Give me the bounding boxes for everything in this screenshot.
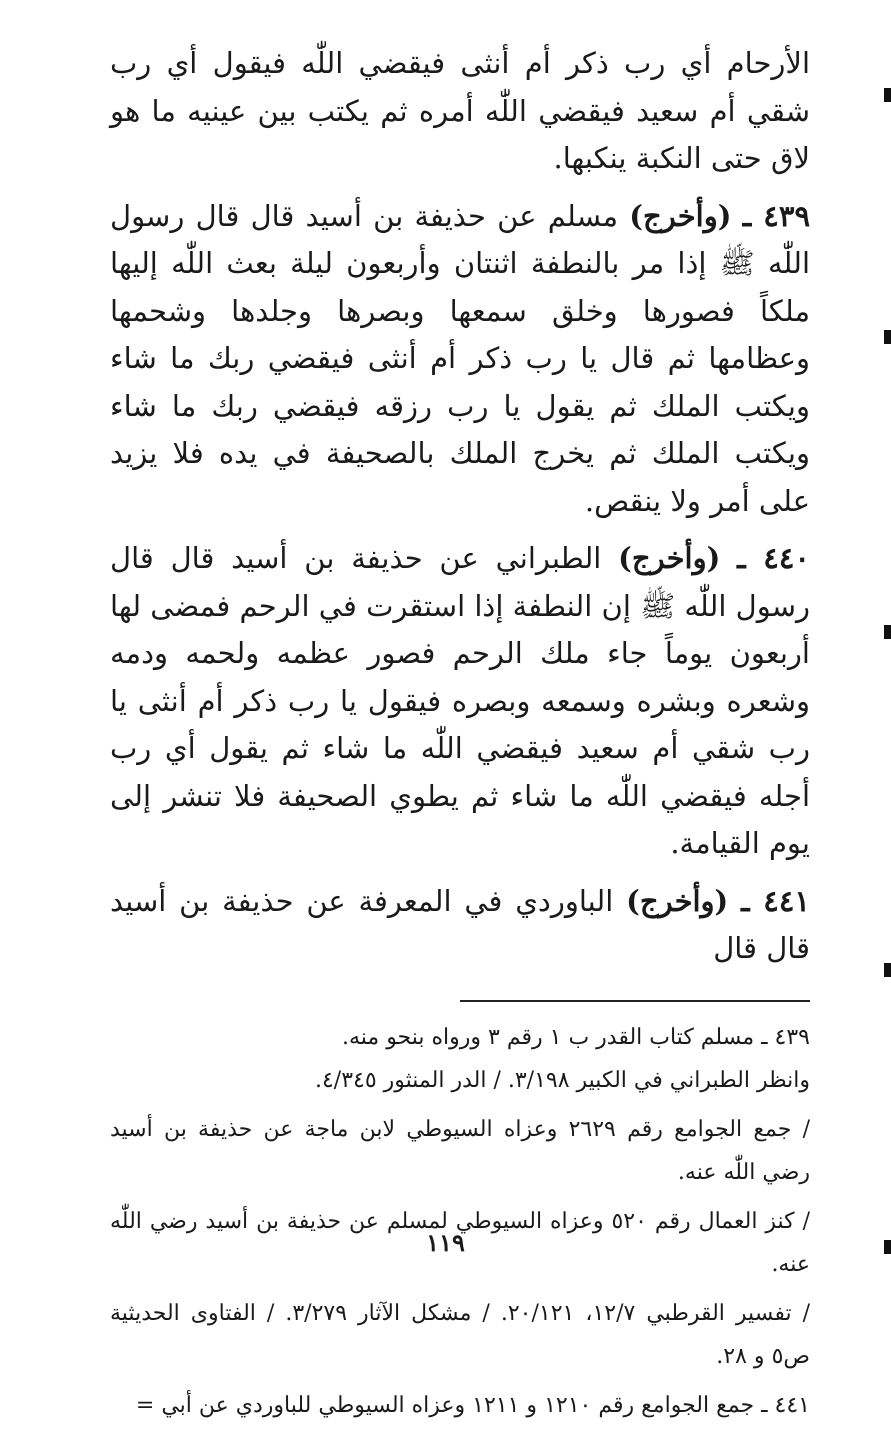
- paragraph-number: ٤٤٠ ـ: [737, 541, 810, 575]
- paragraph-number: ٤٤١ ـ: [741, 883, 811, 918]
- paragraph-text: الباوردي في المعرفة عن حذيفة بن أسيد قال قال: [110, 883, 810, 965]
- hadith-paragraph-440: [110, 535, 810, 868]
- scan-edge-mark: [884, 1240, 891, 1254]
- page-number: ١١٩: [426, 1228, 465, 1257]
- paragraph-text: مسلم عن حذيفة بن أسيد قال قال رسول اللّٰه ﷺ إذا مر بالنطفة اثنتان وأربعون ليلة بعث اللّٰه إليها ملكاً فصورها وخلق سمعها وبصرها وجلدها وشحمها وعظامها ثم قال يا رب ذكر أم أنثى فيقضي ربك ما شاء ويكتب الملك ثم يقول يا رب رزقه فيقضي ربك ما شاء ويكتب الملك ثم يخرج الملك بالصحيفة في يده فلا يزيد على أمر ولا ينقص.: [110, 198, 810, 518]
- hadith-paragraph-441: [110, 878, 810, 973]
- paragraph-text: الطبراني عن حذيفة بن أسيد قال قال رسول اللّٰه ﷺ إن النطفة إذا استقرت في الرحم فمضى لها أربعون يوماً جاء ملك الرحم فصور عظمه ولحمه ودمه وشعره وبشره وسمعه وبصره فيقول يا رب ذكر أم أنثى يا رب شقي أم سعيد فيقضي اللّٰه ما شاء ثم يقول أي رب أجله فيقضي اللّٰه ما شاء ثم يطوي الصحيفة فلا تنشر إلى يوم القيامة.: [110, 541, 810, 860]
- footnote-block: [110, 1384, 810, 1427]
- continuation-text: الأرحام أي رب ذكر أم أنثى فيقضي اللّٰه فيقول أي رب شقي أم سعيد فيقضي اللّٰه أمره ثم يكتب بين عينيه ما هو لاق حتى النكبة ينكبها.: [110, 46, 810, 175]
- scan-edge-mark: [884, 963, 891, 977]
- book-page: [110, 40, 810, 1433]
- paragraph-keyword: (وأخرج): [629, 198, 732, 233]
- footnote-line: / تفسير القرطبي ١٢/٧، ٢٠/١٢١. / مشكل الآثار ٣/٢٧٩. / الفتاوى الحديثية ص٥ و ٢٨.: [110, 1300, 811, 1369]
- footnote-block: [110, 1016, 810, 1102]
- footnote-line: / جمع الجوامع رقم ٢٦٢٩ وعزاه السيوطي لابن ماجة عن حذيفة بن أسيد رضي اللّٰه عنه.: [110, 1116, 810, 1185]
- scan-edge-mark: [884, 330, 891, 344]
- scan-edge-mark: [884, 88, 891, 102]
- continuation-paragraph: [110, 40, 810, 183]
- paragraph-keyword: (وأخرج): [626, 883, 729, 918]
- paragraph-number: ٤٣٩ ـ: [742, 198, 811, 233]
- footnote-line: وانظر الطبراني في الكبير ٣/١٩٨. / الدر المنثور ٤/٣٤٥.: [314, 1067, 810, 1093]
- footnote-separator: [460, 1000, 810, 1002]
- footnotes: [110, 1016, 810, 1427]
- paragraph-keyword: (وأخرج): [618, 541, 721, 575]
- scan-edge-mark: [884, 625, 891, 639]
- main-text: [110, 40, 810, 973]
- footnote-line: / كنز العمال رقم ٥٢٠ وعزاه السيوطي لمسلم عن حذيفة بن أسيد رضي اللّٰه عنه.: [110, 1208, 810, 1277]
- footnote-block: [110, 1108, 810, 1194]
- footnote-line: ٤٣٩ ـ مسلم كتاب القدر ب ١ رقم ٣ ورواه بنحو منه.: [341, 1024, 810, 1050]
- footnote-line: ٤٤١ ـ جمع الجوامع رقم ١٢١٠ و ١٢١١ وعزاه السيوطي للباوردي عن أبي =: [135, 1392, 810, 1418]
- hadith-paragraph-439: [110, 193, 810, 526]
